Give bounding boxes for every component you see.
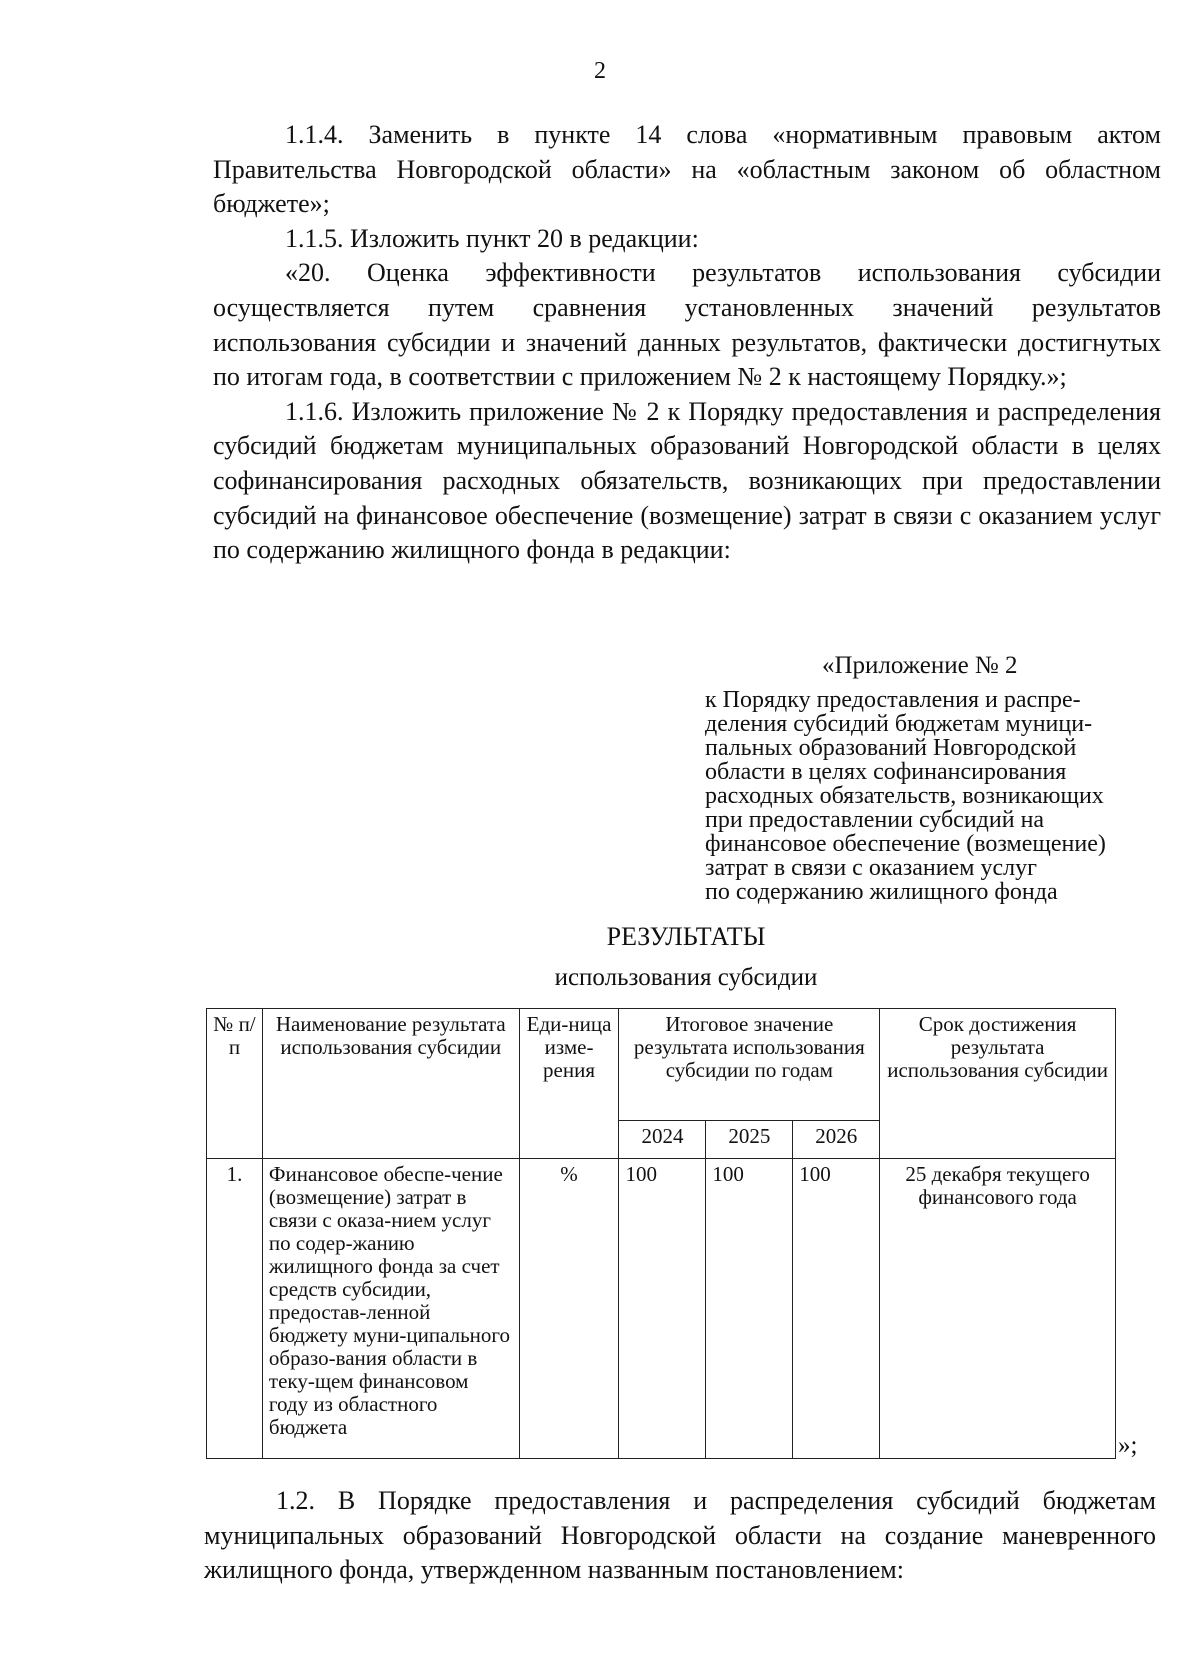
appendix-line: деления субсидий бюджетам муници- xyxy=(705,711,1093,737)
header-deadline: Срок достижения результата использования субсидии xyxy=(880,1009,1116,1159)
appendix-line: при предоставлении субсидий на xyxy=(705,807,1045,833)
row-value-2025: 100 xyxy=(706,1159,793,1459)
appendix-line: расходных обязательств, возникающих xyxy=(705,783,1104,809)
closing-quote: »; xyxy=(1118,1432,1138,1459)
paragraph-1-1-5: 1.1.5. Изложить пункт 20 в редакции: xyxy=(285,223,699,253)
header-year-2025: 2025 xyxy=(706,1121,793,1159)
row-unit: % xyxy=(519,1159,619,1459)
header-year-2024: 2024 xyxy=(619,1121,706,1159)
results-subtitle: использования субсидии xyxy=(554,964,818,991)
row-name: Финансовое обеспе-чение (возмещение) затрат в связи с оказа-нием услуг по содер-жанию жилищного фонда за счет средств субсидии, предостав-ленной бюджету муни-ципального образо-вания области в теку-щем финансовом году из областного бюджета xyxy=(262,1159,519,1459)
header-year-2026: 2026 xyxy=(793,1121,880,1159)
appendix-line: по содержанию жилищного фонда xyxy=(705,879,1058,905)
appendix-line: к Порядку предоставления и распре- xyxy=(705,687,1081,713)
section-1-2-text xyxy=(204,1484,1156,1588)
table-row xyxy=(207,1159,1116,1459)
header-final-value: Итоговое значение результата использования субсидии по годам xyxy=(619,1009,880,1121)
table-header-row xyxy=(207,1009,1116,1121)
appendix-caption xyxy=(705,688,1175,904)
appendix-line: затрат в связи с оказанием услуг xyxy=(705,855,1037,881)
paragraph-1-1-6: 1.1.6. Изложить приложение № 2 к Порядку предоставления и распределения субсидий бюджетам муниципальных образований Новгородской области в целях софинансирования расходных обязательств, возникающих при предоставлении субсидий на финансовое обеспечение (возмещение) затрат в связи с оказанием услуг по содержанию жилищного фонда в редакции: xyxy=(213,396,1161,565)
results-table xyxy=(206,1008,1116,1459)
appendix-line: области в целях софинансирования xyxy=(705,759,1067,785)
paragraph-20-quote: «20. Оценка эффективности результатов использования субсидии осуществляется путем сравнения установленных значений результатов использования субсидии и значений данных результатов, фактически достигнутых по итогам года, в соответствии с приложением № 2 к настоящему Порядку.»; xyxy=(213,258,1161,392)
header-num: № п/п xyxy=(207,1009,263,1159)
results-title: РЕЗУЛЬТАТЫ xyxy=(606,922,766,951)
appendix-line: финансовое обеспечение (возмещение) xyxy=(705,831,1106,857)
row-value-2026: 100 xyxy=(793,1159,880,1459)
row-deadline: 25 декабря текущего финансового года xyxy=(880,1159,1116,1459)
amendments-text xyxy=(213,118,1161,568)
paragraph-1-1-4: 1.1.4. Заменить в пункте 14 слова «нормативным правовым актом Правительства Новгородской области» на «областным законом об областном бюджете»; xyxy=(213,120,1161,219)
paragraph-1-2: 1.2. В Порядке предоставления и распределения субсидий бюджетам муниципальных образований Новгородской области на создание маневренного жилищного фонда, утвержденном названным постановлением: xyxy=(204,1486,1156,1585)
appendix-line: пальных образований Новгородской xyxy=(705,735,1077,761)
appendix-title: «Приложение № 2 xyxy=(822,652,1018,679)
header-name: Наименование результата использования субсидии xyxy=(262,1009,519,1159)
header-unit: Еди-ница изме-рения xyxy=(519,1009,619,1159)
row-num: 1. xyxy=(207,1159,263,1459)
page-number: 2 xyxy=(594,58,606,84)
row-value-2024: 100 xyxy=(619,1159,706,1459)
